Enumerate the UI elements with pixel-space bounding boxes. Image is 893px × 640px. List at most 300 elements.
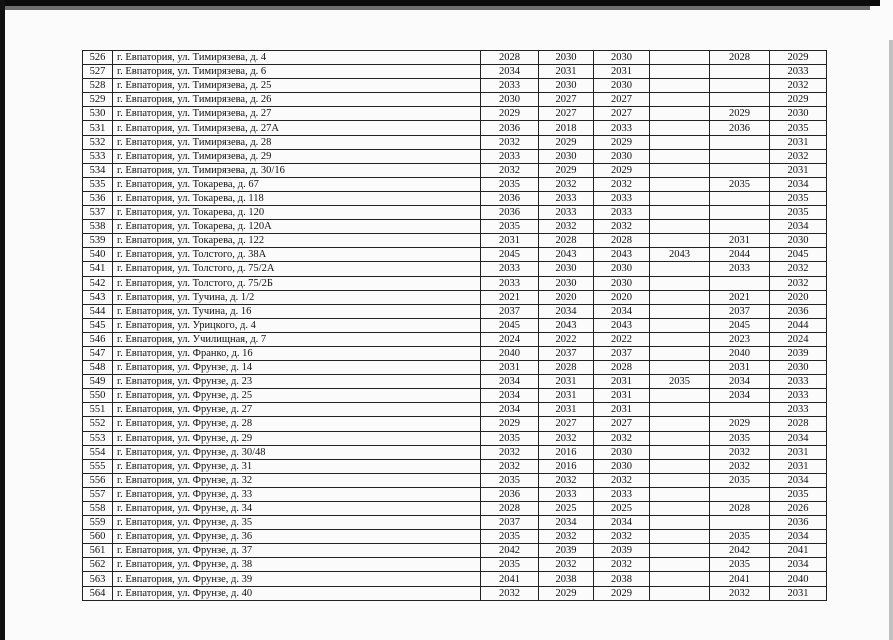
year-cell: [650, 262, 710, 276]
year-cell: 2036: [770, 516, 827, 530]
year-cell: 2035: [481, 530, 539, 544]
year-cell: 2034: [770, 530, 827, 544]
year-cell: 2035: [770, 487, 827, 501]
scan-edge-left: [0, 0, 5, 640]
row-number-cell: 536: [83, 191, 113, 205]
schedule-table: [82, 50, 827, 601]
year-cell: [650, 502, 710, 516]
year-cell: 2020: [770, 290, 827, 304]
address-cell: г. Евпатория, ул. Фрунзе, д. 39: [113, 572, 481, 586]
year-cell: 2040: [770, 572, 827, 586]
year-cell: [650, 163, 710, 177]
schedule-table-body: [83, 51, 827, 601]
address-cell: г. Евпатория, ул. Фрунзе, д. 40: [113, 586, 481, 600]
address-cell: г. Евпатория, ул. Тимирязева, д. 27А: [113, 121, 481, 135]
table-row: [83, 375, 827, 389]
year-cell: 2035: [710, 431, 770, 445]
year-cell: 2033: [594, 206, 650, 220]
year-cell: 2032: [710, 445, 770, 459]
row-number-cell: 528: [83, 79, 113, 93]
year-cell: 2028: [539, 234, 594, 248]
year-cell: [650, 290, 710, 304]
year-cell: 2035: [710, 530, 770, 544]
address-cell: г. Евпатория, ул. Тимирязева, д. 4: [113, 51, 481, 65]
year-cell: 2027: [594, 417, 650, 431]
table-row: [83, 516, 827, 530]
table-row: [83, 473, 827, 487]
year-cell: [650, 206, 710, 220]
row-number-cell: 544: [83, 304, 113, 318]
year-cell: [710, 163, 770, 177]
year-cell: 2030: [539, 149, 594, 163]
year-cell: 2032: [594, 530, 650, 544]
year-cell: 2032: [770, 79, 827, 93]
row-number-cell: 534: [83, 163, 113, 177]
year-cell: 2042: [481, 544, 539, 558]
year-cell: 2034: [770, 431, 827, 445]
year-cell: 2030: [770, 234, 827, 248]
year-cell: 2031: [770, 459, 827, 473]
year-cell: 2035: [481, 177, 539, 191]
year-cell: [650, 51, 710, 65]
year-cell: 2034: [770, 220, 827, 234]
year-cell: 2034: [481, 403, 539, 417]
row-number-cell: 552: [83, 417, 113, 431]
row-number-cell: 530: [83, 107, 113, 121]
year-cell: 2031: [539, 65, 594, 79]
year-cell: [650, 346, 710, 360]
address-cell: г. Евпатория, ул. Фрунзе, д. 30/48: [113, 445, 481, 459]
year-cell: [650, 107, 710, 121]
year-cell: 2021: [710, 290, 770, 304]
year-cell: 2032: [481, 163, 539, 177]
scan-edge-right: [889, 40, 893, 640]
year-cell: [650, 558, 710, 572]
row-number-cell: 543: [83, 290, 113, 304]
table-row: [83, 121, 827, 135]
year-cell: 2016: [539, 459, 594, 473]
address-cell: г. Евпатория, ул. Тучина, д. 16: [113, 304, 481, 318]
year-cell: 2037: [710, 304, 770, 318]
year-cell: 2045: [770, 248, 827, 262]
scan-edge-shadow: [0, 6, 870, 10]
year-cell: 2027: [539, 107, 594, 121]
year-cell: 2033: [594, 487, 650, 501]
year-cell: 2033: [770, 65, 827, 79]
year-cell: 2030: [594, 276, 650, 290]
table-row: [83, 361, 827, 375]
year-cell: 2031: [539, 375, 594, 389]
table-row: [83, 163, 827, 177]
year-cell: 2030: [594, 51, 650, 65]
year-cell: 2025: [594, 502, 650, 516]
year-cell: 2031: [770, 586, 827, 600]
year-cell: 2044: [770, 318, 827, 332]
year-cell: 2037: [539, 346, 594, 360]
year-cell: 2031: [710, 361, 770, 375]
address-cell: г. Евпатория, ул. Франко, д. 16: [113, 346, 481, 360]
address-cell: г. Евпатория, ул. Фрунзе, д. 23: [113, 375, 481, 389]
table-row: [83, 206, 827, 220]
year-cell: 2033: [539, 191, 594, 205]
table-row: [83, 51, 827, 65]
year-cell: 2029: [594, 586, 650, 600]
year-cell: 2030: [594, 79, 650, 93]
year-cell: 2029: [710, 417, 770, 431]
year-cell: 2026: [770, 502, 827, 516]
year-cell: 2033: [481, 149, 539, 163]
year-cell: 2018: [539, 121, 594, 135]
table-row: [83, 502, 827, 516]
table-row: [83, 487, 827, 501]
year-cell: 2024: [770, 332, 827, 346]
year-cell: 2032: [710, 586, 770, 600]
table-row: [83, 417, 827, 431]
address-cell: г. Евпатория, ул. Фрунзе, д. 32: [113, 473, 481, 487]
year-cell: [650, 361, 710, 375]
schedule-table-container: [82, 50, 827, 601]
year-cell: 2041: [481, 572, 539, 586]
year-cell: 2029: [594, 163, 650, 177]
table-row: [83, 220, 827, 234]
year-cell: [650, 586, 710, 600]
year-cell: [650, 572, 710, 586]
address-cell: г. Евпатория, ул. Тимирязева, д. 28: [113, 135, 481, 149]
year-cell: 2035: [710, 473, 770, 487]
year-cell: [650, 191, 710, 205]
row-number-cell: 535: [83, 177, 113, 191]
year-cell: 2034: [539, 516, 594, 530]
row-number-cell: 533: [83, 149, 113, 163]
table-row: [83, 459, 827, 473]
year-cell: [650, 431, 710, 445]
address-cell: г. Евпатория, ул. Токарева, д. 122: [113, 234, 481, 248]
year-cell: 2028: [770, 417, 827, 431]
table-row: [83, 431, 827, 445]
year-cell: 2027: [594, 93, 650, 107]
year-cell: 2032: [481, 445, 539, 459]
year-cell: 2030: [594, 149, 650, 163]
table-row: [83, 318, 827, 332]
year-cell: 2030: [539, 51, 594, 65]
year-cell: 2044: [710, 248, 770, 262]
year-cell: [650, 403, 710, 417]
year-cell: 2034: [539, 304, 594, 318]
year-cell: [650, 276, 710, 290]
row-number-cell: 557: [83, 487, 113, 501]
row-number-cell: 540: [83, 248, 113, 262]
year-cell: 2031: [594, 65, 650, 79]
year-cell: 2042: [710, 544, 770, 558]
row-number-cell: 555: [83, 459, 113, 473]
year-cell: 2028: [710, 51, 770, 65]
year-cell: 2022: [594, 332, 650, 346]
year-cell: [650, 318, 710, 332]
year-cell: 2034: [481, 65, 539, 79]
year-cell: [650, 445, 710, 459]
table-row: [83, 65, 827, 79]
year-cell: 2035: [770, 191, 827, 205]
year-cell: 2036: [481, 191, 539, 205]
year-cell: 2033: [770, 389, 827, 403]
year-cell: 2028: [594, 234, 650, 248]
year-cell: 2032: [594, 431, 650, 445]
year-cell: [710, 403, 770, 417]
year-cell: 2035: [710, 177, 770, 191]
year-cell: 2037: [481, 516, 539, 530]
year-cell: 2029: [594, 135, 650, 149]
year-cell: 2031: [770, 163, 827, 177]
row-number-cell: 532: [83, 135, 113, 149]
year-cell: 2029: [539, 586, 594, 600]
year-cell: [650, 93, 710, 107]
year-cell: 2039: [594, 544, 650, 558]
year-cell: [650, 389, 710, 403]
year-cell: 2043: [594, 318, 650, 332]
row-number-cell: 550: [83, 389, 113, 403]
address-cell: г. Евпатория, ул. Фрунзе, д. 28: [113, 417, 481, 431]
row-number-cell: 547: [83, 346, 113, 360]
year-cell: 2033: [710, 262, 770, 276]
row-number-cell: 537: [83, 206, 113, 220]
year-cell: 2034: [710, 375, 770, 389]
year-cell: 2036: [481, 206, 539, 220]
year-cell: 2028: [481, 51, 539, 65]
year-cell: [710, 276, 770, 290]
row-number-cell: 562: [83, 558, 113, 572]
row-number-cell: 531: [83, 121, 113, 135]
year-cell: 2033: [770, 375, 827, 389]
year-cell: 2035: [710, 558, 770, 572]
year-cell: 2029: [481, 417, 539, 431]
year-cell: 2036: [770, 304, 827, 318]
year-cell: 2033: [481, 79, 539, 93]
row-number-cell: 558: [83, 502, 113, 516]
address-cell: г. Евпатория, ул. Фрунзе, д. 34: [113, 502, 481, 516]
row-number-cell: 559: [83, 516, 113, 530]
year-cell: 2030: [539, 276, 594, 290]
table-row: [83, 403, 827, 417]
year-cell: 2027: [539, 93, 594, 107]
year-cell: 2037: [594, 346, 650, 360]
year-cell: 2032: [594, 177, 650, 191]
year-cell: [650, 177, 710, 191]
year-cell: 2032: [594, 558, 650, 572]
address-cell: г. Евпатория, ул. Фрунзе, д. 29: [113, 431, 481, 445]
address-cell: г. Евпатория, ул. Фрунзе, д. 31: [113, 459, 481, 473]
year-cell: 2028: [539, 361, 594, 375]
year-cell: 2043: [539, 318, 594, 332]
year-cell: 2030: [594, 459, 650, 473]
address-cell: г. Евпатория, ул. Училищная, д. 7: [113, 332, 481, 346]
address-cell: г. Евпатория, ул. Токарева, д. 120А: [113, 220, 481, 234]
year-cell: 2030: [594, 445, 650, 459]
year-cell: 2029: [539, 163, 594, 177]
row-number-cell: 548: [83, 361, 113, 375]
row-number-cell: 564: [83, 586, 113, 600]
year-cell: 2031: [539, 403, 594, 417]
table-row: [83, 558, 827, 572]
year-cell: 2038: [539, 572, 594, 586]
year-cell: 2031: [481, 234, 539, 248]
address-cell: г. Евпатория, ул. Тимирязева, д. 26: [113, 93, 481, 107]
table-row: [83, 79, 827, 93]
address-cell: г. Евпатория, ул. Фрунзе, д. 27: [113, 403, 481, 417]
address-cell: г. Евпатория, ул. Фрунзе, д. 14: [113, 361, 481, 375]
year-cell: 2027: [594, 107, 650, 121]
address-cell: г. Евпатория, ул. Токарева, д. 118: [113, 191, 481, 205]
year-cell: 2030: [594, 262, 650, 276]
year-cell: 2035: [481, 473, 539, 487]
year-cell: 2033: [539, 487, 594, 501]
row-number-cell: 563: [83, 572, 113, 586]
year-cell: 2032: [594, 473, 650, 487]
year-cell: 2033: [594, 121, 650, 135]
address-cell: г. Евпатория, ул. Токарева, д. 67: [113, 177, 481, 191]
year-cell: [650, 149, 710, 163]
year-cell: 2043: [650, 248, 710, 262]
year-cell: 2033: [770, 403, 827, 417]
address-cell: г. Евпатория, ул. Тучина, д. 1/2: [113, 290, 481, 304]
year-cell: [650, 417, 710, 431]
year-cell: 2041: [710, 572, 770, 586]
year-cell: [710, 135, 770, 149]
row-number-cell: 553: [83, 431, 113, 445]
year-cell: 2029: [710, 107, 770, 121]
year-cell: 2035: [481, 558, 539, 572]
year-cell: [650, 473, 710, 487]
year-cell: [710, 65, 770, 79]
row-number-cell: 538: [83, 220, 113, 234]
address-cell: г. Евпатория, ул. Токарева, д. 120: [113, 206, 481, 220]
year-cell: 2032: [770, 262, 827, 276]
year-cell: 2035: [481, 431, 539, 445]
year-cell: [710, 487, 770, 501]
year-cell: 2045: [710, 318, 770, 332]
row-number-cell: 546: [83, 332, 113, 346]
table-row: [83, 135, 827, 149]
table-row: [83, 445, 827, 459]
year-cell: 2045: [481, 318, 539, 332]
year-cell: [710, 79, 770, 93]
table-row: [83, 234, 827, 248]
year-cell: [650, 530, 710, 544]
address-cell: г. Евпатория, ул. Толстого, д. 75/2Б: [113, 276, 481, 290]
address-cell: г. Евпатория, ул. Фрунзе, д. 25: [113, 389, 481, 403]
year-cell: 2032: [539, 558, 594, 572]
year-cell: [710, 516, 770, 530]
year-cell: [710, 220, 770, 234]
table-row: [83, 149, 827, 163]
table-row: [83, 544, 827, 558]
table-row: [83, 304, 827, 318]
year-cell: 2029: [539, 135, 594, 149]
address-cell: г. Евпатория, ул. Тимирязева, д. 29: [113, 149, 481, 163]
year-cell: 2034: [594, 304, 650, 318]
year-cell: 2035: [770, 206, 827, 220]
year-cell: [650, 79, 710, 93]
year-cell: 2034: [594, 516, 650, 530]
year-cell: [650, 487, 710, 501]
year-cell: 2035: [770, 121, 827, 135]
year-cell: 2031: [710, 234, 770, 248]
year-cell: 2032: [539, 431, 594, 445]
year-cell: 2023: [710, 332, 770, 346]
year-cell: 2034: [770, 177, 827, 191]
row-number-cell: 526: [83, 51, 113, 65]
year-cell: 2033: [594, 191, 650, 205]
row-number-cell: 556: [83, 473, 113, 487]
year-cell: 2041: [770, 544, 827, 558]
address-cell: г. Евпатория, ул. Фрунзе, д. 37: [113, 544, 481, 558]
year-cell: 2020: [539, 290, 594, 304]
table-row: [83, 107, 827, 121]
year-cell: 2029: [770, 51, 827, 65]
year-cell: 2030: [770, 361, 827, 375]
year-cell: 2028: [710, 502, 770, 516]
year-cell: [650, 544, 710, 558]
year-cell: 2030: [539, 262, 594, 276]
year-cell: 2040: [710, 346, 770, 360]
address-cell: г. Евпатория, ул. Фрунзе, д. 33: [113, 487, 481, 501]
year-cell: 2036: [481, 121, 539, 135]
year-cell: 2037: [481, 304, 539, 318]
year-cell: 2021: [481, 290, 539, 304]
year-cell: 2028: [594, 361, 650, 375]
year-cell: 2032: [770, 276, 827, 290]
address-cell: г. Евпатория, ул. Толстого, д. 75/2А: [113, 262, 481, 276]
year-cell: 2034: [710, 389, 770, 403]
year-cell: 2031: [481, 361, 539, 375]
table-row: [83, 191, 827, 205]
address-cell: г. Евпатория, ул. Тимирязева, д. 25: [113, 79, 481, 93]
address-cell: г. Евпатория, ул. Урицкого, д. 4: [113, 318, 481, 332]
table-row: [83, 332, 827, 346]
year-cell: 2033: [481, 262, 539, 276]
year-cell: 2032: [539, 177, 594, 191]
year-cell: 2032: [594, 220, 650, 234]
year-cell: 2034: [770, 473, 827, 487]
year-cell: 2031: [594, 389, 650, 403]
year-cell: 2032: [770, 149, 827, 163]
year-cell: [650, 121, 710, 135]
row-number-cell: 529: [83, 93, 113, 107]
year-cell: [650, 135, 710, 149]
year-cell: 2025: [539, 502, 594, 516]
year-cell: 2032: [710, 459, 770, 473]
address-cell: г. Евпатория, ул. Тимирязева, д. 27: [113, 107, 481, 121]
year-cell: 2024: [481, 332, 539, 346]
year-cell: 2038: [594, 572, 650, 586]
year-cell: [650, 65, 710, 79]
year-cell: 2043: [539, 248, 594, 262]
year-cell: 2040: [481, 346, 539, 360]
year-cell: 2034: [481, 375, 539, 389]
year-cell: 2039: [539, 544, 594, 558]
year-cell: 2043: [594, 248, 650, 262]
table-row: [83, 248, 827, 262]
year-cell: 2034: [770, 558, 827, 572]
address-cell: г. Евпатория, ул. Фрунзе, д. 35: [113, 516, 481, 530]
year-cell: 2028: [481, 502, 539, 516]
year-cell: 2035: [481, 220, 539, 234]
row-number-cell: 560: [83, 530, 113, 544]
year-cell: 2036: [481, 487, 539, 501]
row-number-cell: 542: [83, 276, 113, 290]
year-cell: 2034: [481, 389, 539, 403]
row-number-cell: 527: [83, 65, 113, 79]
row-number-cell: 551: [83, 403, 113, 417]
